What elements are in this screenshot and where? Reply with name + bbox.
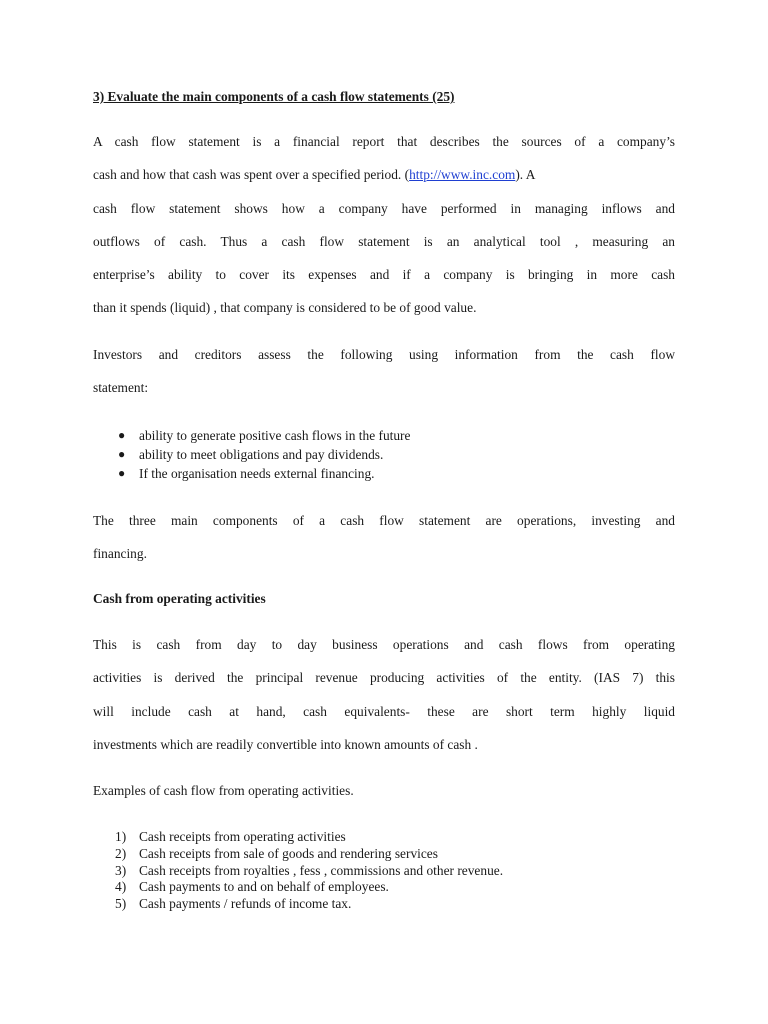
examples-intro: Examples of cash flow from operating activities. [93, 783, 354, 798]
bullet-item [93, 426, 675, 445]
example-item [93, 829, 675, 846]
inc-link[interactable]: http://www.inc.com [409, 167, 516, 183]
components-paragraph [93, 504, 675, 571]
example-item [93, 863, 675, 880]
example-item [93, 896, 675, 913]
investors-line-2: statement: [93, 380, 149, 396]
example-text: Cash payments / refunds of income tax. [139, 896, 352, 912]
bullet-item [93, 445, 675, 464]
example-item [93, 846, 675, 863]
operating-heading: Cash from operating activities [93, 591, 266, 606]
bullet-icon: ● [118, 447, 126, 461]
intro-line-2 [93, 158, 675, 191]
intro-paragraph [93, 125, 675, 325]
bullet-text: ability to generate positive cash flows in the future [139, 428, 411, 443]
components-line-1: The three main components of a cash flow statement are operations, investing and [93, 513, 675, 528]
intro-line-4: outflows of cash. Thus a cash flow statement is an analytical tool , measuring an [93, 233, 675, 249]
investors-paragraph [93, 338, 675, 405]
example-number: 3) [115, 862, 127, 878]
bullet-icon: ● [118, 428, 126, 442]
bullet-list [93, 426, 675, 483]
example-text: Cash payments to and on behalf of employees. [139, 879, 389, 895]
examples-list [93, 829, 675, 913]
bullet-text: ability to meet obligations and pay dividends. [139, 447, 384, 462]
intro-line-2-after: ). A [515, 167, 536, 183]
operating-line-2: activities is derived the principal revenue producing activities of the entity. (IAS 7) this [93, 670, 675, 686]
example-number: 2) [115, 845, 127, 861]
example-text: Cash receipts from operating activities [139, 829, 346, 844]
operating-line-1: This is cash from day to day business operations and cash flows from operating [93, 637, 675, 652]
operating-line-3: will include cash at hand, cash equivalents- these are short term highly liquid [93, 703, 675, 719]
example-number: 4) [115, 879, 127, 895]
operating-paragraph [93, 628, 675, 761]
section-heading: 3) Evaluate the main components of a cash flow statements (25) [93, 89, 455, 104]
example-number: 5) [115, 896, 127, 912]
intro-line-5: enterprise’s ability to cover its expenses and if a company is bringing in more cash [93, 267, 675, 283]
intro-line-2-text: cash and how that cash was spent over a specified period. ( [93, 167, 410, 183]
intro-line-1: A cash flow statement is a financial report that describes the sources of a company’s [93, 134, 675, 149]
bullet-item [93, 464, 675, 483]
example-text: Cash receipts from royalties , fess , commissions and other revenue. [139, 862, 504, 878]
intro-line-6: than it spends (liquid) , that company is considered to be of good value. [93, 300, 477, 316]
intro-line-3: cash flow statement shows how a company have performed in managing inflows and [93, 200, 675, 216]
investors-line-1: Investors and creditors assess the following using information from the cash flow [93, 347, 675, 362]
example-text: Cash receipts from sale of goods and rendering services [139, 845, 438, 861]
operating-line-4: investments which are readily convertible into known amounts of cash . [93, 736, 478, 752]
components-line-2: financing. [93, 546, 147, 562]
bullet-icon: ● [118, 466, 126, 480]
example-item [93, 879, 675, 896]
example-number: 1) [115, 829, 127, 844]
bullet-text: If the organisation needs external financing. [139, 466, 375, 481]
